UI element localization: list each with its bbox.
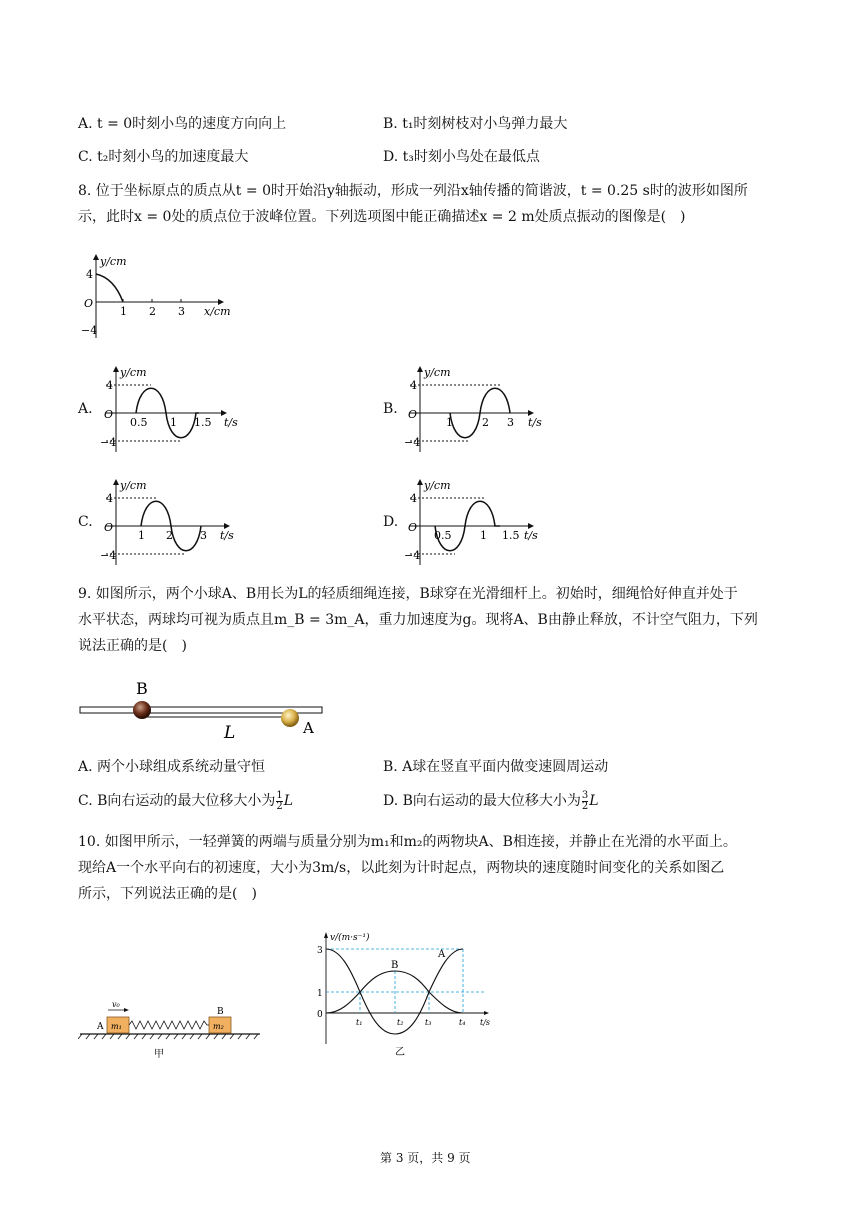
- q7-option-b: B. t₁时刻树枝对小鸟弹力最大: [383, 116, 568, 132]
- yi-ylabel: v/(m·s⁻¹): [330, 933, 370, 943]
- graph-c-ymin: −4: [100, 549, 117, 562]
- three-halves-fraction: [582, 791, 588, 812]
- q8-stem: [78, 178, 790, 230]
- curve-b-label: B: [391, 960, 399, 971]
- spring: [129, 1021, 209, 1029]
- graph-b-ymax: 4: [410, 379, 417, 392]
- q9-stem-line2: 水平状态，两球均可视为质点且m_B = 3m_A，重力加速度为g。现将A、B由静止释放，不计空气阻力，下列: [78, 612, 758, 628]
- q9-option-c: [78, 790, 293, 812]
- graph-a-ylabel: y/cm: [120, 366, 147, 379]
- graph-c-ylabel: y/cm: [120, 479, 147, 492]
- q10-figure-yi: [300, 928, 510, 1060]
- graph-b-xtick3: 3: [507, 416, 514, 429]
- length-symbol: L: [283, 793, 294, 809]
- graph-b-ylabel: y/cm: [424, 366, 451, 379]
- t1-label: t₁: [356, 1018, 363, 1027]
- fraction-denominator: 2: [581, 800, 589, 812]
- graph-a-xlabel: t/s: [224, 416, 238, 429]
- ball-a: [281, 709, 299, 727]
- fraction-numerator: 1: [276, 789, 283, 801]
- q7-option-c: C. t₂时刻小鸟的加速度最大: [78, 149, 249, 165]
- graph-c-origin: O: [104, 521, 114, 534]
- graph-c-xlabel: t/s: [220, 529, 234, 542]
- velocity-arrow-icon: [124, 1008, 129, 1012]
- q8-option-a-graph: [96, 364, 246, 454]
- block-b-label: B: [217, 1007, 224, 1017]
- q8-option-d-letter: D.: [383, 514, 399, 530]
- graph-d-ymax: 4: [410, 492, 417, 505]
- yi-ytick-1: 1: [317, 989, 323, 999]
- q7-option-d: D. t₃时刻小鸟处在最低点: [383, 149, 540, 165]
- wave-xlabel: x/cm: [204, 305, 231, 318]
- q10-stem-line3: 所示，下列说法正确的是( ): [78, 886, 257, 902]
- wave-xtick-1: 1: [120, 305, 127, 318]
- wave-xtick-3: 3: [178, 305, 185, 318]
- q8-option-c-graph: [96, 477, 246, 567]
- graph-a-xtick1: 0.5: [130, 416, 148, 429]
- wave-xtick-2: 2: [149, 305, 156, 318]
- graph-a-ymin: −4: [100, 436, 117, 449]
- q9-option-c-text: C. B向右运动的最大位移大小为: [78, 793, 276, 809]
- guide-lines: [326, 949, 486, 1013]
- t2-label: t₂: [397, 1018, 404, 1027]
- graph-d-xtick2: 1: [480, 529, 487, 542]
- fraction-denominator: 2: [276, 800, 283, 812]
- q8-stem-line1: 8. 位于坐标原点的质点从t = 0时开始沿y轴振动，形成一列沿x轴传播的简谐波，t = 0.25 s时的波形如图所: [78, 183, 748, 199]
- q10-figure-jia: [78, 998, 278, 1062]
- graph-c-ymax: 4: [106, 492, 113, 505]
- page-footer: 第 3 页，共 9 页: [380, 1151, 471, 1165]
- q9-option-d-text: D. B向右运动的最大位移大小为: [383, 793, 581, 809]
- yi-ytick-0: 0: [317, 1010, 323, 1020]
- wave-origin: O: [84, 297, 94, 310]
- graph-b-xlabel: t/s: [528, 416, 542, 429]
- rope-length-label: L: [224, 723, 236, 740]
- length-symbol: L: [589, 793, 599, 809]
- ball-a-label: A: [303, 719, 314, 737]
- graph-d-xtick1: 0.5: [434, 529, 452, 542]
- q9-stem-line1: 9. 如图所示，两个小球A、B用长为L的轻质细绳连接，B球穿在光滑细杆上。初始时，细绳恰好伸直并处于: [78, 586, 738, 602]
- q10-stem-line2: 现给A一个水平向右的初速度，大小为3m/s，以此刻为计时起点，两物块的速度随时间变化的关系如图乙: [78, 860, 725, 876]
- graph-a-ymax: 4: [106, 379, 113, 392]
- ball-b: [133, 701, 151, 719]
- q8-option-a-letter: A.: [78, 401, 93, 417]
- graph-c-xtick1: 1: [138, 529, 145, 542]
- m2-label: m₂: [213, 1022, 224, 1031]
- q8-option-c-letter: C.: [78, 514, 93, 530]
- q9-option-b: B. A球在竖直平面内做变速圆周运动: [383, 759, 609, 775]
- q9-figure: [78, 680, 328, 740]
- q9-option-a: A. 两个小球组成系统动量守恒: [78, 759, 266, 775]
- v0-label: v₀: [112, 1000, 120, 1009]
- q9-stem-line3: 说法正确的是( ): [78, 638, 187, 654]
- yi-xlabel: t/s: [480, 1018, 491, 1027]
- figure-yi-caption: 乙: [395, 1047, 405, 1058]
- graph-b-ymin: −4: [404, 436, 421, 449]
- graph-b-xtick1: 1: [446, 416, 453, 429]
- graph-d-xtick3: 1.5: [502, 529, 520, 542]
- graph-b-origin: O: [408, 408, 418, 421]
- q7-option-a: A. t = 0时刻小鸟的速度方向向上: [78, 116, 287, 132]
- t3-label: t₃: [425, 1018, 432, 1027]
- graph-d-xlabel: t/s: [524, 529, 538, 542]
- graph-a-xtick2: 1: [170, 416, 177, 429]
- q8-stem-line2: 示，此时x = 0处的质点位于波峰位置。下列选项图中能正确描述x = 2 m处质点振动的图像是( ): [78, 209, 686, 225]
- graph-d-ylabel: y/cm: [424, 479, 451, 492]
- wave-ylabel: y/cm: [100, 255, 127, 268]
- fraction-numerator: 3: [581, 789, 589, 801]
- q8-option-b-letter: B.: [383, 401, 398, 417]
- block-a-label: A: [97, 1022, 104, 1032]
- q8-option-b-graph: [400, 364, 550, 454]
- figure-jia-caption: 甲: [154, 1049, 164, 1060]
- m1-label: m₁: [111, 1022, 122, 1031]
- q10-stem-line1: 10. 如图甲所示，一轻弹簧的两端与质量分别为m₁和m₂的两物块A、B相连接，并静止在光滑的水平面上。: [78, 834, 737, 850]
- curve-a-label: A: [438, 949, 446, 960]
- q8-wave-figure: [78, 252, 248, 342]
- wave-ytick-neg4: −4: [81, 324, 98, 337]
- yi-ytick-3: 3: [317, 946, 323, 956]
- graph-a-xtick3: 1.5: [194, 416, 212, 429]
- graph-c-xtick2: 2: [166, 529, 173, 542]
- graph-d-origin: O: [408, 521, 418, 534]
- q9-option-d: [383, 790, 599, 812]
- graph-c-xtick3: 3: [200, 529, 207, 542]
- graph-d-ymin: −4: [404, 549, 421, 562]
- wave-ytick-4: 4: [86, 268, 93, 281]
- ball-b-label: B: [136, 680, 148, 698]
- q9-stem: [78, 581, 790, 659]
- graph-a-origin: O: [104, 408, 114, 421]
- q10-stem: [78, 829, 790, 907]
- q8-option-d-graph: [400, 477, 550, 567]
- half-fraction: [276, 791, 282, 812]
- t4-label: t₄: [459, 1018, 466, 1027]
- graph-b-xtick2: 2: [482, 416, 489, 429]
